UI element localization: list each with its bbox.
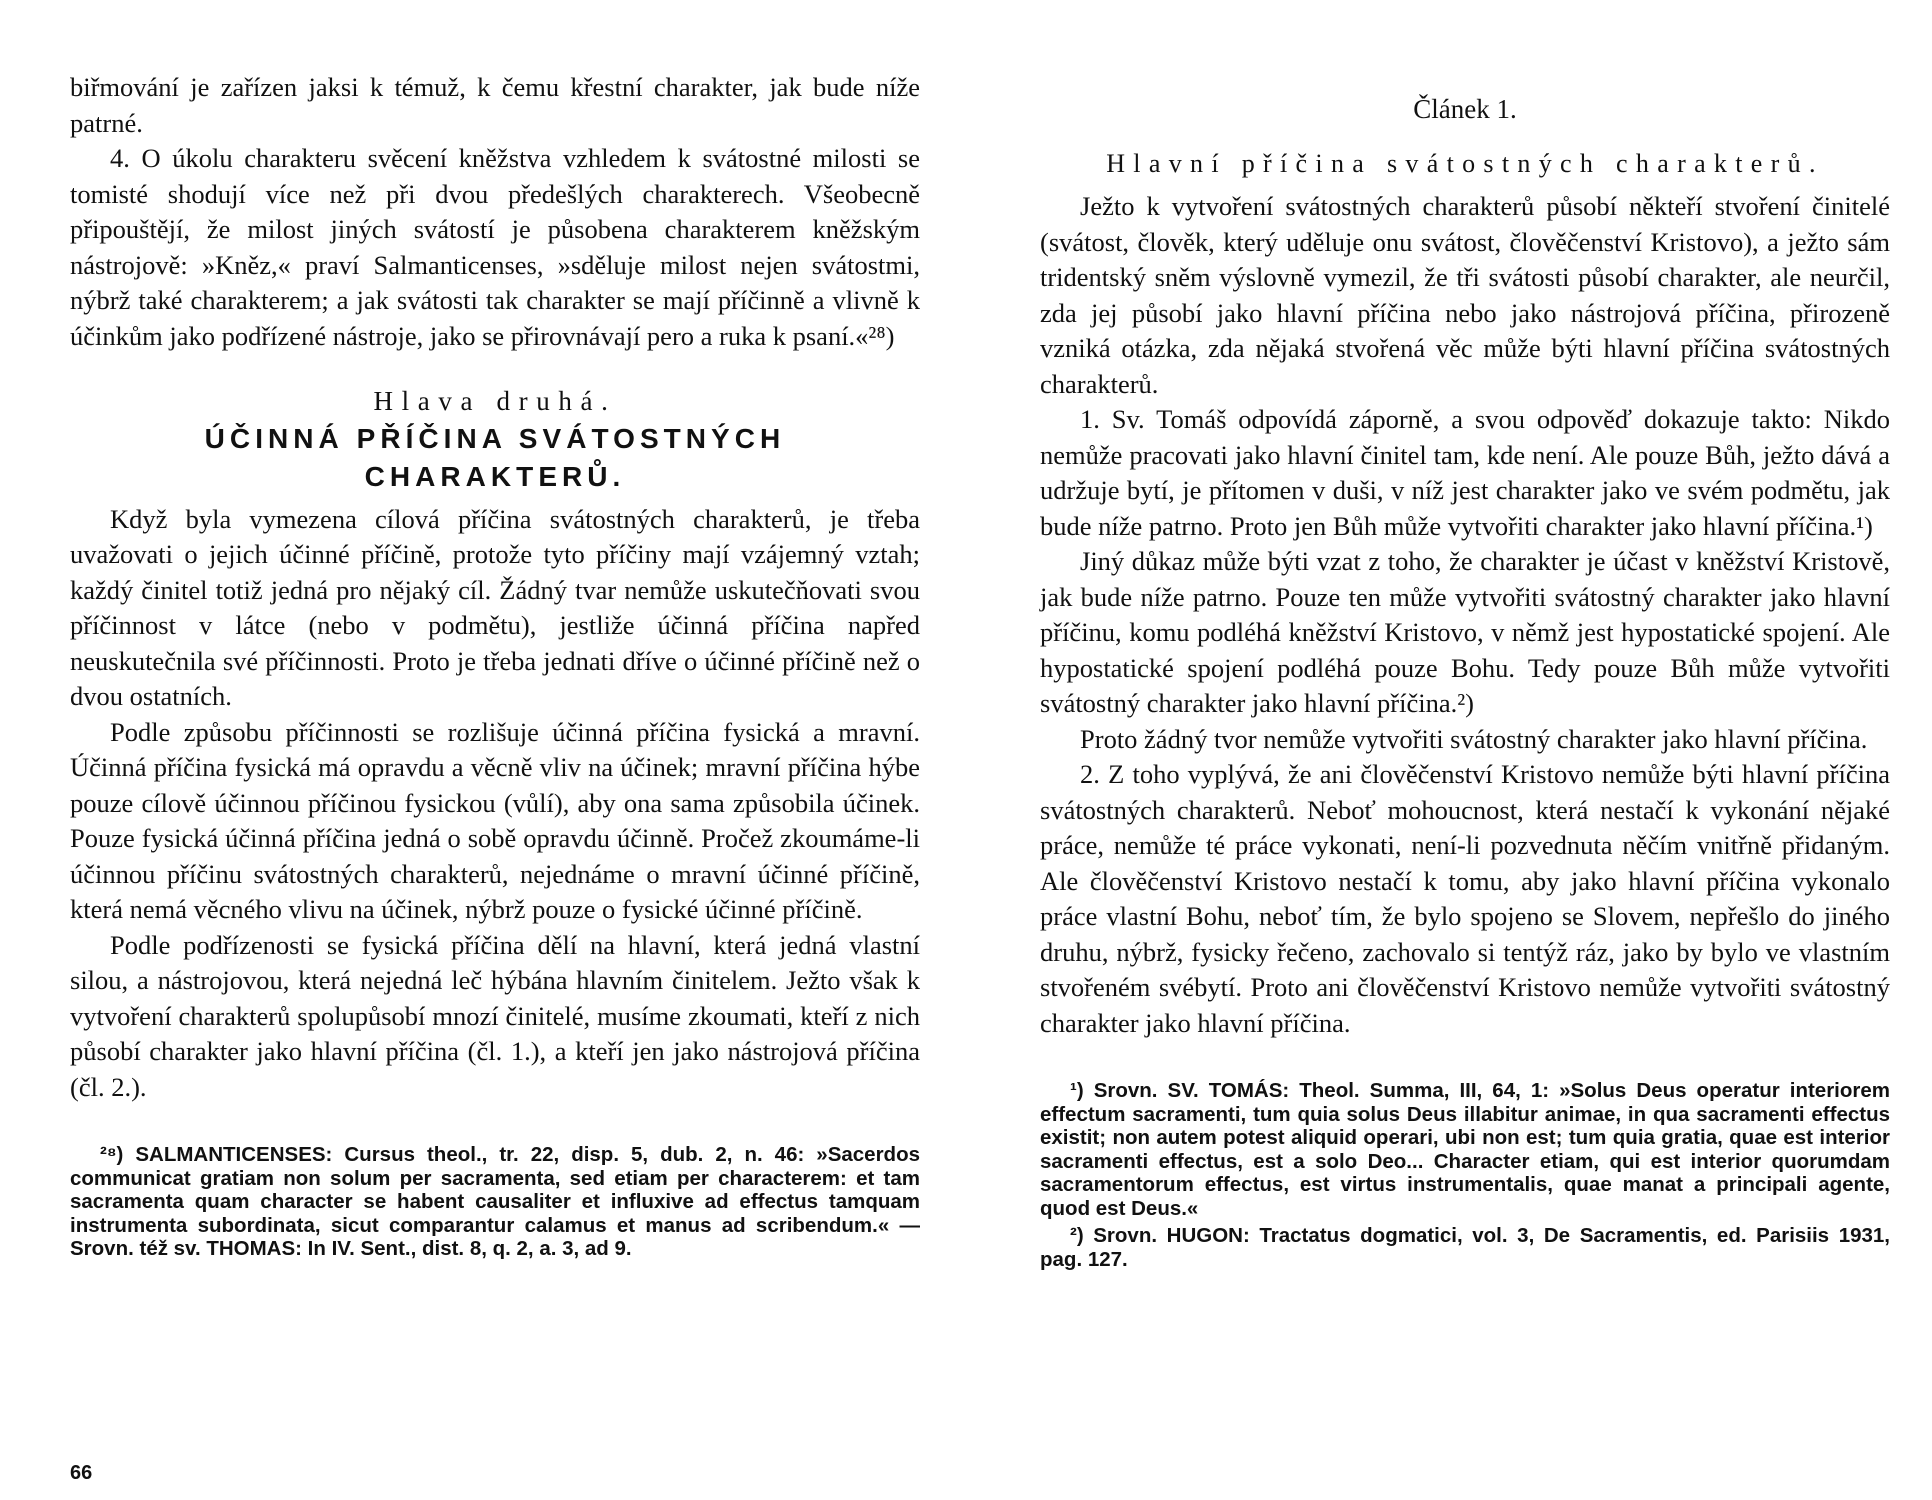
- paragraph: 1. Sv. Tomáš odpovídá záporně, a svou odpověď dokazuje takto: Nikdo nemůže pracovati jako hlavní činitel tam, kde není. Ale pouze Bůh, ježto dává a udržuje bytí, je přítomen v duši, v níž jest charakter jako ve svém podmětu, jak bude níže patrno. Proto jen Bůh může vytvořiti charakter jako hlavní příčina.¹): [1040, 404, 1890, 541]
- footnotes: [70, 1143, 920, 1261]
- chapter-title-line: ÚČINNÁ PŘÍČINA SVÁTOSTNÝCH: [204, 422, 786, 454]
- chapter-heading: Hlava druhá.: [373, 386, 617, 416]
- paragraph: Jiný důkaz může býti vzat z toho, že charakter je účast v kněžství Kristově, jak bude níže patrno. Pouze ten může vytvořiti svátostný charakter jako hlavní příčinu, komu podléhá kněžství Kristovo, v němž jest hypostatické spojení. Ale hypostatické spojení podléhá pouze Bohu. Tedy pouze Bůh může vytvořiti svátostný charakter jako hlavní příčina.²): [1040, 546, 1890, 718]
- paragraph: Když byla vymezena cílová příčina svátostných charakterů, je třeba uvažovati o jejich účinné příčině, protože tyto příčiny mají vzájemný vztah; každý činitel totiž jedná pro nějaký cíl. Žádný tvar nemůže uskutečňovati svou příčinnost v látce (nebo v podmětu), jestliže účinná příčina napřed neuskutečnila své příčinnosti. Proto je třeba jednati dříve o účinné příčině než o dvou ostatních.: [70, 503, 920, 711]
- footnote: ²⁸) SALMANTICENSES: Cursus theol., tr. 22, disp. 5, dub. 2, n. 46: »Sacerdos communicat gratiam non solum per sacramenta, sed etiam per characterem: et tam sacramenta quam character se habent causaliter et influxive ad effectus tamquam instrumenta subordinata, sicut comparantur calamus et manus ad scribendum.« — Srovn. též sv. THOMAS: In IV. Sent., dist. 8, q. 2, a. 3, ad 9.: [70, 1143, 920, 1260]
- chapter-title: [70, 420, 920, 496]
- right-page: [1040, 92, 1890, 1275]
- paragraph: 4. O úkolu charakteru svěcení kněžstva vzhledem k svátostné milosti se tomisté shodují více než při dvou předešlých charakterech. Všeobecně připouštějí, že milost jiných svátostí je působena charakterem kněžským nástrojově: »Kněz,« praví Salmanticenses, »sděluje milost nejen svátostmi, nýbrž také charakterem; a jak svátosti tak charakter se mají příčinně a vlivně k účinkům jako podřízené nástroje, jako se přirovnávají pero a ruka k psaní.«²⁸): [70, 143, 920, 351]
- footnotes: [1040, 1079, 1890, 1271]
- paragraph: Proto žádný tvor nemůže vytvořiti svátostný charakter jako hlavní příčina.: [1080, 723, 1868, 754]
- page-number: 66: [70, 1462, 93, 1484]
- article-title: Hlavní příčina svátostných charakterů.: [1106, 148, 1824, 178]
- chapter-title-line: CHARAKTERŮ.: [364, 460, 626, 492]
- article-label: Článek 1.: [1413, 94, 1517, 124]
- paragraph: 2. Z toho vyplývá, že ani člověčenství Kristovo nemůže býti hlavní příčina svátostných charakterů. Neboť mohoucnost, která nestačí k vykonání nějaké práce, nemůže té práce vykonati, není-li pozvednuta něčím vnitřně přidaným. Ale člověčenství Kristovo nestačí k tomu, aby jako hlavní příčina vykonalo práce vlastní Bohu, neboť tím, že bylo spojeno se Slovem, nepřešlo do jiného druhu, nýbrž, fysicky řečeno, zachovalo si tentýž ráz, jako by bylo ve vlastním stvořeném svébytí. Proto ani člověčenství Kristovo nemůže vytvořiti svátostný charakter jako hlavní příčina.: [1040, 759, 1890, 1038]
- paragraph: Podle způsobu příčinnosti se rozlišuje účinná příčina fysická a mravní. Účinná příčina fysická má opravdu a věcně vliv na účinek; mravní příčina hýbe pouze cílově účinnou příčinou fysickou (vůlí), aby ona sama způsobila účinek. Pouze fysická účinná příčina jedná o sobě opravdu účinně. Pročež zkoumáme-li účinnou příčinu svátostných charakterů, nejednáme o mravní účinné příčině, která nemá věcného vlivu na účinek, nýbrž pouze o fysické účinné příčině.: [70, 716, 920, 924]
- paragraph: biřmování je zařízen jaksi k témuž, k čemu křestní charakter, jak bude níže patrné.: [70, 72, 920, 138]
- paragraph: Ježto k vytvoření svátostných charakterů působí někteří stvoření činitelé (svátost, člověk, který uděluje onu svátost, člověčenství Kristovo), a ježto sám tridentský sněm výslovně vymezil, že tři svátosti působí charakter, ale neurčil, zda jej působí jako hlavní příčina nebo jako nástrojová příčina, přirozeně vzniká otázka, zda nějaká stvořená věc může býti hlavní příčina svátostných charakterů.: [1040, 191, 1890, 399]
- paragraph: Podle podřízenosti se fysická příčina dělí na hlavní, která jedná vlastní silou, a nástrojovou, která nejedná leč hýbána hlavním činitelem. Ježto však k vytvoření charakterů spolupůsobí mnozí činitelé, musíme zkoumati, kteří z nich působí charakter jako hlavní příčina (čl. 1.), a kteří jen jako nástrojová příčina (čl. 2.).: [70, 929, 920, 1102]
- footnote: ¹) Srovn. SV. TOMÁS: Theol. Summa, III, 64, 1: »Solus Deus operatur interiorem effectum sacramenti, tum quia solus Deus illabitur animae, in qua sacramenti effectus existit; non autem potest aliquid operari, ubi non est; tum quia gratia, quae est interior sacramenti effectus, est a solo Deo... Character etiam, qui est interior quorumdam sacramentorum effectus, est virtus instrumentalis, quae manat a principali agente, quod est Deus.«: [1040, 1079, 1890, 1220]
- left-page: [70, 70, 920, 1265]
- footnote: ²) Srovn. HUGON: Tractatus dogmatici, vol. 3, De Sacramentis, ed. Parisiis 1931, pag. 127.: [1040, 1224, 1890, 1271]
